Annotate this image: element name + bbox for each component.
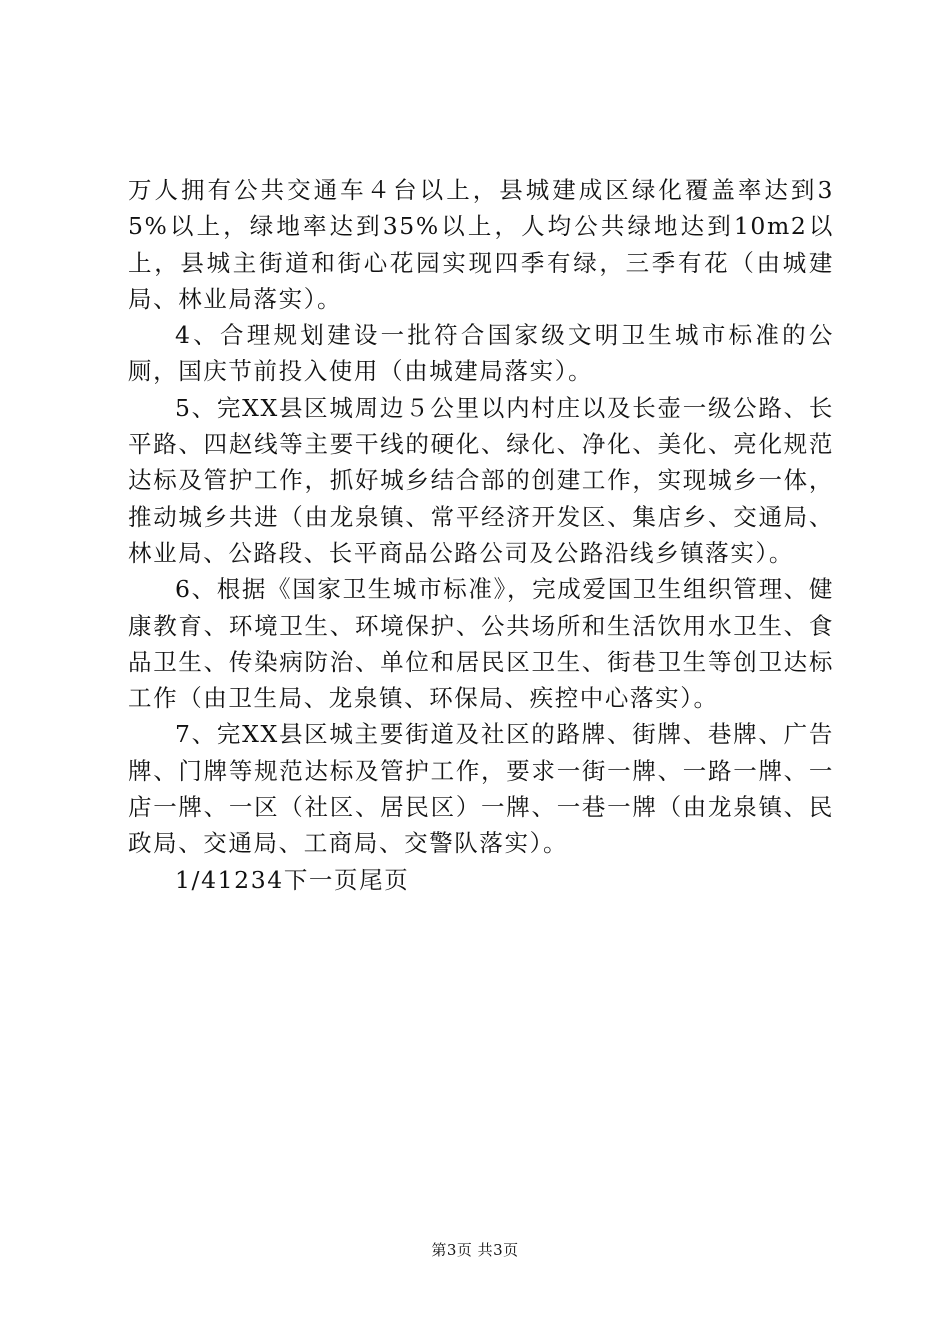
page-footer: 第3页 共3页 [431, 1241, 519, 1259]
paragraph-item-6: 6、根据《国家卫生城市标准》，完成爱国卫生组织管理、健康教育、环境卫生、环境保护、公共场所和生活饮用水卫生、食品卫生、传染病防治、单位和居民区卫生、街巷卫生等创卫达标工作（由卫生局、龙泉镇、环保局、疾控中心落实）。 [128, 575, 834, 713]
paragraph-item-4: 4、合理规划建设一批符合国家级文明卫生城市标准的公厕，国庆节前投入使用（由城建局落实）。 [128, 321, 834, 386]
paragraph-continuation: 万人拥有公共交通车４台以上，县城建成区绿化覆盖率达到35%以上，绿地率达到35%以上，人均公共绿地达到10m2以上，县城主街道和街心花园实现四季有绿，三季有花（由城建局、林业局落实）。 [128, 176, 834, 313]
pagination-links[interactable]: 1/41234下一页尾页 [175, 865, 410, 894]
paragraph-item-7: 7、完XX县区城主要街道及社区的路牌、街牌、巷牌、广告牌、门牌等规范达标及管护工作，要求一街一牌、一路一牌、一店一牌、一区（社区、居民区）一牌、一巷一牌（由龙泉镇、民政局、交通局、工商局、交警队落实）。 [128, 720, 834, 858]
paragraph-item-5: 5、完XX县区城周边５公里以内村庄以及长壶一级公路、长平路、四赵线等主要干线的硬化、绿化、净化、美化、亮化规范达标及管护工作，抓好城乡结合部的创建工作，实现城乡一体，推动城乡共进（由龙泉镇、常平经济开发区、集店乡、交通局、林业局、公路段、长平商品公路公司及公路沿线乡镇落实）。 [128, 393, 834, 567]
document-body [128, 172, 834, 898]
